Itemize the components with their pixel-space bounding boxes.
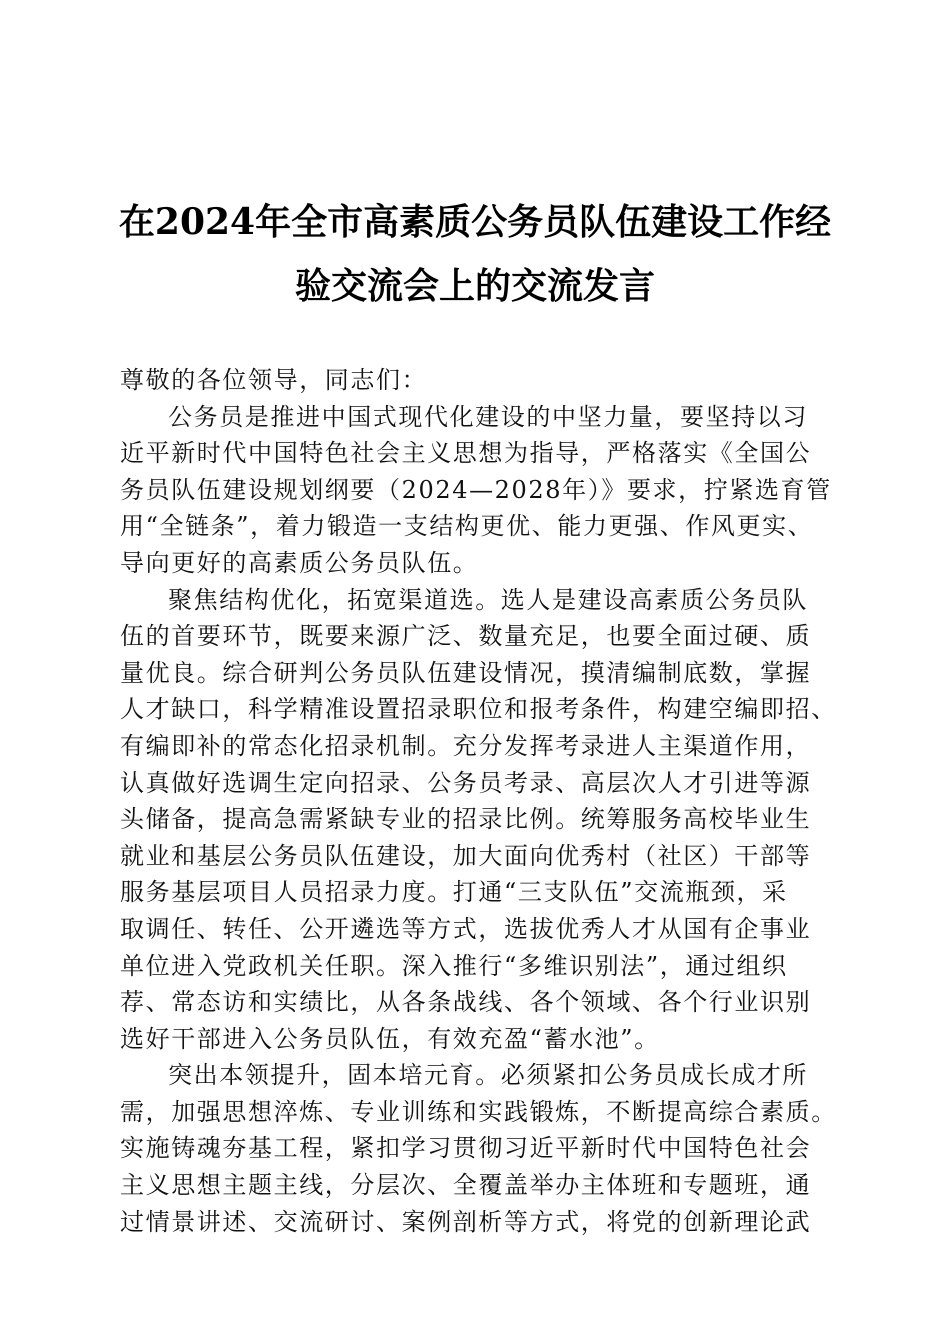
text-line: 荐、常态访和实绩比，从各条战线、各个领域、各个行业识别 <box>120 988 812 1017</box>
text-line: 人才缺口，科学精准设置招录职位和报考条件，构建空编即招、 <box>120 695 837 724</box>
text-line: 就业和基层公务员队伍建设，加大面向优秀村（社区）干部等 <box>120 841 812 870</box>
document-body <box>120 362 837 1240</box>
text-line: 用“全链条”，着力锻造一支结构更优、能力更强、作风更实、 <box>120 512 814 541</box>
text-line: 量优良。综合研判公务员队伍建设情况，摸清编制底数，掌握 <box>120 658 812 687</box>
paragraph-first-line: 聚焦结构优化，拓宽渠道选。选人是建设高素质公务员队 <box>168 585 808 614</box>
title-line-1: 在2024年全市高素质公务员队伍建设工作经 <box>118 201 832 243</box>
paragraph-first-line: 公务员是推进中国式现代化建设的中坚力量，要坚持以习 <box>168 402 808 431</box>
text-line: 伍的首要环节，既要来源广泛、数量充足，也要全面过硬、质 <box>120 622 812 651</box>
text-line: 单位进入党政机关任职。深入推行“多维识别法”，通过组织 <box>120 951 788 980</box>
text-line: 取调任、转任、公开遴选等方式，选拔优秀人才从国有企事业 <box>120 914 812 943</box>
text-line: 实施铸魂夯基工程，紧扣学习贯彻习近平新时代中国特色社会 <box>120 1134 812 1163</box>
text-line: 选好干部进入公务员队伍，有效充盈“蓄水池”。 <box>120 1024 660 1053</box>
text-line: 需，加强思想淬炼、专业训练和实践锻炼，不断提高综合素质。 <box>120 1097 837 1126</box>
text-line: 认真做好选调生定向招录、公务员考录、高层次人才引进等源 <box>120 768 812 797</box>
text-line: 头储备，提高急需紧缺专业的招录比例。统筹服务高校毕业生 <box>120 805 812 834</box>
text-line: 服务基层项目人员招录力度。打通“三支队伍”交流瓶颈，采 <box>120 878 788 907</box>
text-line: 务员队伍建设规划纲要（2024—2028年）》要求，拧紧选育管 <box>120 475 832 504</box>
text-line: 导向更好的高素质公务员队伍。 <box>120 548 479 577</box>
text-line: 主义思想主题主线，分层次、全覆盖举办主体班和专题班，通 <box>120 1171 812 1200</box>
text-line: 近平新时代中国特色社会主义思想为指导，严格落实《全国公 <box>120 439 812 468</box>
text-line: 过情景讲述、交流研讨、案例剖析等方式，将党的创新理论武 <box>120 1207 812 1236</box>
document-title <box>100 190 850 318</box>
text-line: 有编即补的常态化招录机制。充分发挥考录进人主渠道作用， <box>120 731 812 760</box>
text-line: 尊敬的各位领导，同志们： <box>120 366 428 394</box>
title-line-2: 验交流会上的交流发言 <box>294 265 655 307</box>
paragraph-first-line: 突出本领提升，固本培元育。必须紧扣公务员成长成才所 <box>168 1061 808 1090</box>
